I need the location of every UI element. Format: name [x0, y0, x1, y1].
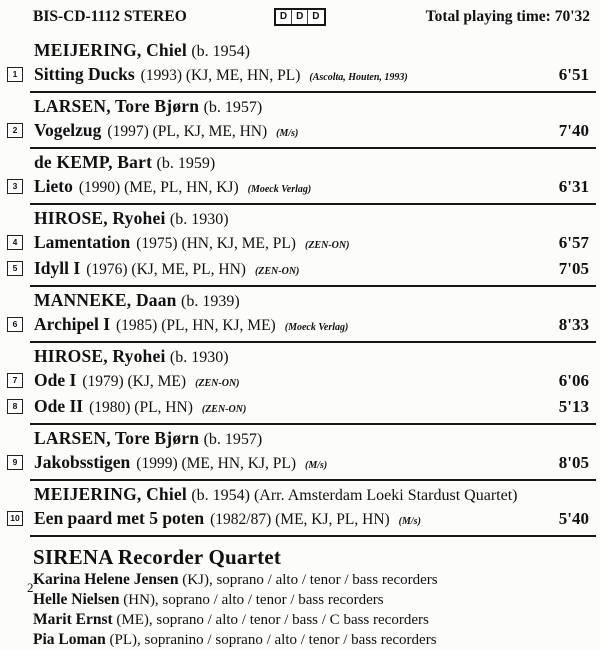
track-list	[0, 37, 600, 537]
track-publisher: (M/s)	[276, 128, 299, 139]
track-details: (1979) (KJ, ME)	[82, 373, 187, 390]
track-number-box: 5	[7, 261, 23, 276]
member-instruments: (PL), sopranino / soprano / alto / tenor / bass recorders	[105, 632, 437, 648]
total-playing-time: Total playing time: 70'32	[425, 8, 590, 25]
track-details: (1990) (ME, PL, HN, KJ)	[78, 179, 239, 196]
composer-group	[12, 205, 596, 287]
member-instruments: (ME), soprano / alto / tenor / bass / C bass recorders	[112, 612, 429, 628]
track-row	[12, 451, 596, 477]
track-details: (1993) (KJ, ME, HN, PL)	[140, 67, 301, 84]
track-duration: 5'13	[558, 397, 589, 416]
composer-note: (b. 1959)	[156, 155, 216, 172]
track-details: (1997) (PL, KJ, ME, HN)	[107, 123, 268, 140]
composer-name: HIROSE, Ryohei	[34, 208, 166, 228]
track-title: Ode I	[34, 370, 77, 390]
track-publisher: (M/s)	[398, 516, 421, 527]
composer-note: (b. 1957)	[203, 431, 263, 448]
track-details: (1985) (PL, HN, KJ, ME)	[116, 317, 276, 334]
composer-group	[12, 37, 596, 93]
composer-group	[10, 481, 596, 537]
track-details: (1980) (PL, HN)	[89, 399, 193, 416]
composer-name: LARSEN, Tore Bjørn	[34, 428, 200, 448]
track-publisher: (ZEN-ON)	[254, 266, 300, 277]
track-duration: 5'40	[558, 509, 589, 528]
track-row	[12, 257, 596, 283]
track-title: Vogelzug	[34, 120, 102, 140]
track-publisher: (ZEN-ON)	[195, 378, 240, 389]
ensemble-member	[33, 570, 596, 590]
composer-note: (b. 1954) (Arr. Amsterdam Loeki Stardust Quartet)	[191, 487, 518, 504]
ensemble-member	[33, 590, 596, 610]
track-number-box: 7	[7, 373, 23, 388]
composer-line	[30, 289, 596, 313]
track-publisher: (M/s)	[305, 460, 328, 471]
track-title: Lamentation	[34, 232, 131, 252]
ensemble-section	[33, 544, 596, 650]
track-duration: 6'06	[558, 371, 589, 390]
composer-line	[30, 151, 596, 175]
track-title: Ode II	[34, 396, 84, 416]
track-title: Sitting Ducks	[34, 64, 135, 84]
composer-line	[30, 39, 596, 63]
track-row	[12, 119, 596, 145]
spars-code-badge	[274, 8, 326, 26]
composer-name: MEIJERING, Chiel	[34, 484, 187, 504]
track-number-box: 6	[7, 317, 23, 332]
composer-name: LARSEN, Tore Bjørn	[34, 96, 200, 116]
track-duration: 8'05	[558, 453, 589, 472]
composer-name: HIROSE, Ryohei	[34, 346, 166, 366]
track-title: Idyll I	[34, 258, 81, 278]
composer-name: MANNEKE, Daan	[34, 290, 177, 310]
track-number-box: 2	[7, 123, 23, 138]
composer-note: (b. 1930)	[169, 349, 229, 366]
track-publisher: (Moeck Verlag)	[247, 184, 312, 195]
composer-name: de KEMP, Bart	[34, 152, 153, 172]
track-row	[12, 369, 596, 395]
composer-group	[12, 287, 596, 343]
member-name: Marit Ernst	[33, 611, 113, 628]
track-publisher: (ZEN-ON)	[201, 404, 247, 415]
member-instruments: (KJ), soprano / alto / tenor / bass recorders	[178, 572, 438, 588]
composer-line	[30, 345, 596, 369]
member-name: Pia Loman	[33, 631, 106, 648]
member-name: Helle Nielsen	[33, 591, 120, 608]
track-title: Jakobsstigen	[34, 452, 131, 472]
composer-name: MEIJERING, Chiel	[34, 40, 187, 60]
track-publisher: (ZEN-ON)	[304, 240, 350, 251]
track-row	[12, 395, 596, 421]
track-duration: 6'57	[558, 233, 589, 252]
composer-group	[12, 149, 596, 205]
spars-letter: D	[312, 11, 320, 22]
composer-note: (b. 1930)	[169, 211, 229, 228]
composer-line	[30, 95, 596, 119]
track-details: (1982/87) (ME, KJ, PL, HN)	[210, 511, 390, 528]
composer-note: (b. 1954)	[191, 43, 250, 60]
composer-note: (b. 1957)	[203, 99, 263, 116]
track-row	[12, 63, 596, 89]
member-instruments: (HN), soprano / alto / tenor / bass recorders	[119, 592, 384, 608]
composer-line	[30, 427, 596, 451]
track-duration: 7'40	[558, 121, 589, 140]
track-row	[12, 231, 596, 257]
ensemble-member	[33, 630, 596, 650]
track-number-box: 4	[7, 235, 23, 250]
track-number-box: 9	[7, 455, 23, 470]
track-title: Een paard met 5 poten	[34, 508, 205, 528]
track-details: (1975) (HN, KJ, ME, PL)	[136, 235, 296, 252]
composer-group	[12, 343, 596, 425]
member-name: Karina Helene Jensen	[33, 571, 179, 588]
ensemble-member	[33, 610, 596, 630]
track-title: Lieto	[34, 176, 73, 196]
catalog-number: BIS-CD-1112 STEREO	[33, 8, 187, 25]
track-row	[10, 507, 596, 533]
track-duration: 8'33	[558, 315, 589, 334]
track-row	[12, 313, 596, 339]
track-details: (1976) (KJ, ME, PL, HN)	[86, 261, 246, 278]
page-number: 2	[27, 580, 34, 595]
composer-line	[30, 483, 596, 507]
track-number-box: 3	[7, 179, 23, 194]
track-number-box: 1	[7, 67, 23, 82]
composer-note: (b. 1939)	[180, 293, 240, 310]
composer-line	[30, 207, 596, 231]
track-duration: 6'31	[558, 177, 589, 196]
track-number-box: 10	[7, 511, 23, 526]
spars-letter: D	[276, 10, 292, 24]
track-duration: 6'51	[558, 65, 589, 84]
ensemble-name: SIRENA Recorder Quartet	[33, 545, 282, 569]
composer-group	[12, 93, 596, 149]
header	[0, 0, 600, 26]
track-duration: 7'05	[558, 259, 589, 278]
composer-group	[12, 425, 596, 481]
track-number-box: 8	[7, 399, 23, 414]
spars-letter: D	[292, 10, 308, 24]
track-row	[12, 175, 596, 201]
track-details: (1999) (ME, HN, KJ, PL)	[136, 455, 297, 472]
track-title: Archipel I	[34, 314, 110, 334]
track-publisher: (Moeck Verlag)	[284, 322, 349, 333]
track-publisher: (Ascolta, Houten, 1993)	[309, 72, 408, 83]
